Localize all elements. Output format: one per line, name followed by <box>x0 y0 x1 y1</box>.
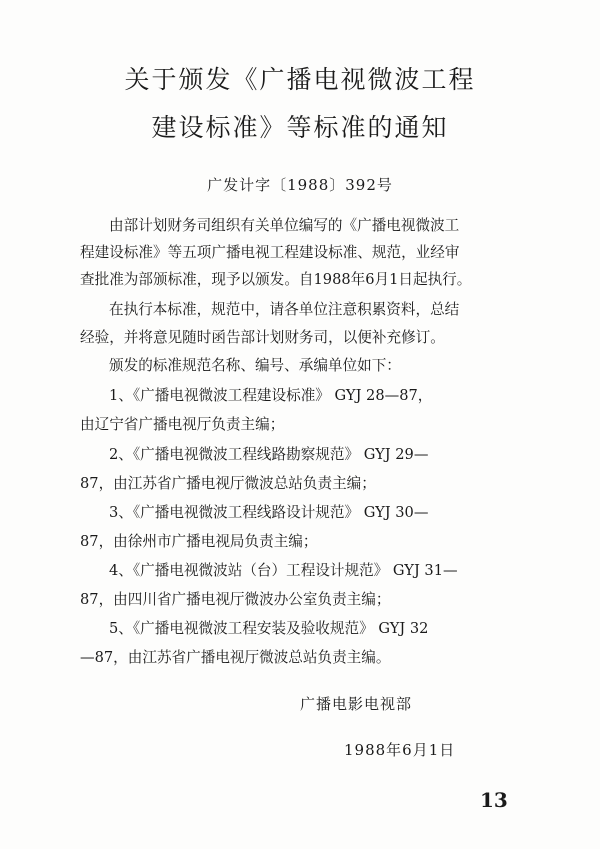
issue-date: 1988年6月1日 <box>344 741 456 759</box>
list-item: 3、《广播电视微波工程线路设计规范》 GYJ 30— <box>109 504 429 521</box>
document-number: 广发计字〔1988〕392号 <box>207 176 393 194</box>
list-item: 5、《广播电视微波工程安装及验收规范》 GYJ 32 <box>109 620 429 637</box>
body-line: 由部计划财务司组织有关单位编写的《广播电视微波工 <box>109 217 460 234</box>
list-item-continued: 由辽宁省广播电视厅负责主编； <box>80 416 285 433</box>
body-line: 经验，并将意见随时函告部计划财务司，以便补充修订。 <box>80 329 445 346</box>
body-line: 颁发的标准规范名称、编号、承编单位如下： <box>109 357 401 374</box>
list-item-continued: 87，由徐州市广播电视局负责主编； <box>80 533 318 550</box>
list-item-continued: 87，由江苏省广播电视厅微波总站负责主编； <box>80 475 376 492</box>
issuing-organization: 广播电影电视部 <box>300 695 413 713</box>
page-number: 13 <box>480 788 508 812</box>
body-line: 查批准为部颁标准，现予以颁发。自1988年6月1日起执行。 <box>80 271 472 288</box>
list-item-continued: —87，由江苏省广播电视厅微波总站负责主编。 <box>80 649 391 666</box>
list-item: 4、《广播电视微波站（台）工程设计规范》 GYJ 31— <box>109 562 458 579</box>
list-item: 2、《广播电视微波工程线路勘察规范》 GYJ 29— <box>109 446 429 463</box>
body-line: 程建设标准》等五项广播电视工程建设标准、规范，业经审 <box>80 244 460 261</box>
body-line: 在执行本标准，规范中，请各单位注意积累资料，总结 <box>109 301 460 318</box>
title-line-2: 建设标准》等标准的通知 <box>151 113 449 142</box>
list-item-continued: 87，由四川省广播电视厅微波办公室负责主编； <box>80 591 391 608</box>
title-line-1: 关于颁发《广播电视微波工程 <box>124 65 476 94</box>
list-item: 1、《广播电视微波工程建设标准》 GYJ 28—87， <box>109 387 433 404</box>
